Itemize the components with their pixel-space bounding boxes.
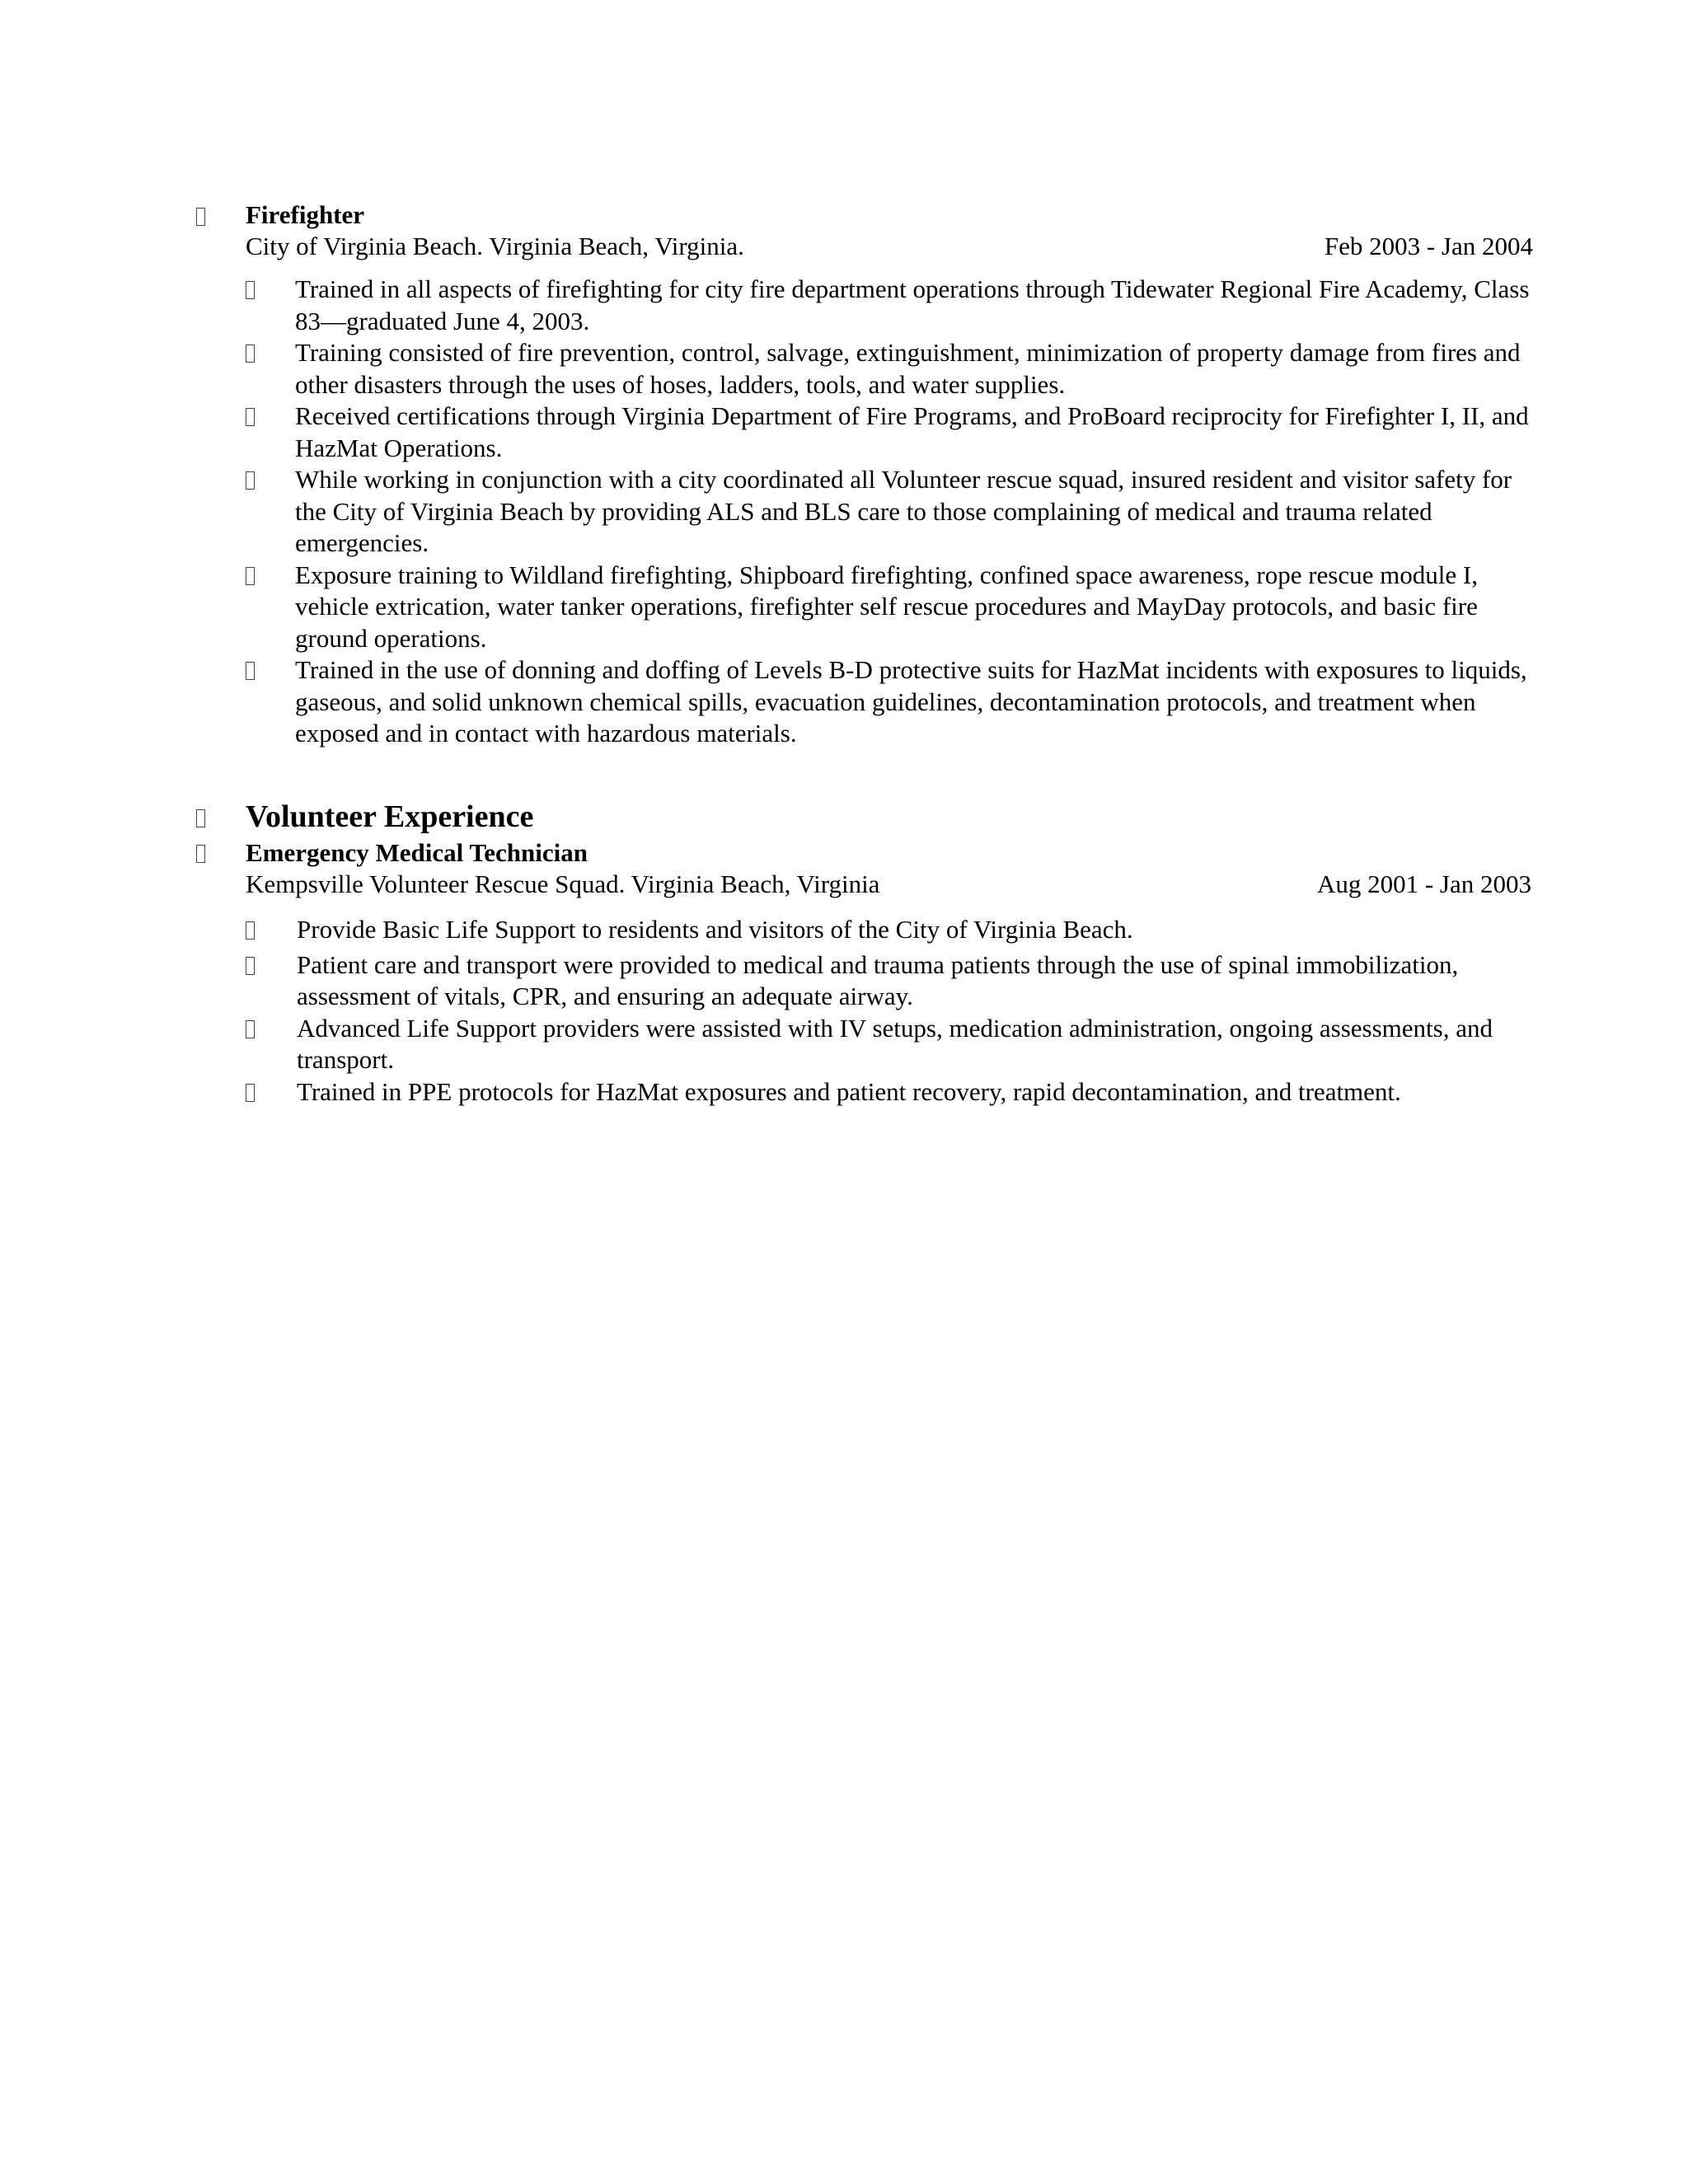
list-item xyxy=(0,1076,1688,1108)
list-item xyxy=(0,337,1688,401)
list-item xyxy=(0,949,1688,1013)
employer-line xyxy=(246,231,1533,262)
bullet-icon xyxy=(246,957,255,975)
section-marker-icon xyxy=(196,801,209,834)
list-item xyxy=(0,464,1688,560)
list-item xyxy=(0,560,1688,655)
bullet-text: Trained in PPE protocols for HazMat exposures and patient recovery, rapid decontamination, and treatment. xyxy=(297,1076,1401,1106)
bullet-icon xyxy=(246,567,255,585)
list-item xyxy=(0,914,1688,946)
duties-list xyxy=(0,914,1688,1108)
bullet-text: Provide Basic Life Support to residents and visitors of the City of Virginia Beach. xyxy=(297,915,1133,944)
duties-list xyxy=(0,274,1688,750)
employer-line xyxy=(246,869,1533,900)
employment-dates: Feb 2003 - Jan 2004 xyxy=(1324,232,1533,260)
section-title: Volunteer Experience xyxy=(246,799,534,834)
job-title: Firefighter xyxy=(246,200,365,229)
employment-dates: Aug 2001 - Jan 2003 xyxy=(1316,869,1531,898)
bullet-text: Exposure training to Wildland firefighting, Shipboard firefighting, confined space awareness, rope rescue module I, vehicle extrication, water tanker operations, firefighter self rescue procedures and MayDay protocols, and basic fire ground operations. xyxy=(295,560,1478,653)
bullet-text: Training consisted of fire prevention, control, salvage, extinguishment, minimization of property damage from fires and other disasters through the uses of hoses, ladders, tools, and water supplies. xyxy=(295,338,1521,399)
bullet-icon xyxy=(246,1020,255,1038)
bullet-icon xyxy=(246,408,255,426)
list-item xyxy=(0,401,1688,464)
bullet-icon xyxy=(246,1084,255,1102)
bullet-icon xyxy=(246,921,255,940)
employer: City of Virginia Beach. Virginia Beach, Virginia. xyxy=(246,232,744,260)
bullet-text: While working in conjunction with a city coordinated all Volunteer rescue squad, insured resident and visitor safety for the City of Virginia Beach by providing ALS and BLS care to those complaining of medical and trauma related emergencies. xyxy=(295,465,1512,557)
bullet-icon xyxy=(246,281,255,299)
list-item xyxy=(0,274,1688,337)
list-item xyxy=(0,1013,1688,1076)
section-marker-icon xyxy=(196,837,209,869)
bullet-icon xyxy=(246,344,255,363)
bullet-icon xyxy=(246,471,255,490)
job-title: Emergency Medical Technician xyxy=(246,838,588,867)
bullet-icon xyxy=(246,662,255,680)
bullet-text: Patient care and transport were provided to medical and trauma patients through the use of spinal immobilization, assessment of vitals, CPR, and ensuring an adequate airway. xyxy=(297,949,1459,1010)
employer: Kempsville Volunteer Rescue Squad. Virginia Beach, Virginia xyxy=(246,869,880,898)
bullet-text: Trained in all aspects of firefighting for city fire department operations through Tidewater Regional Fire Academy, Class 83—graduated June 4, 2003. xyxy=(295,274,1530,335)
bullet-text: Advanced Life Support providers were assisted with IV setups, medication administration, ongoing assessments, and transport. xyxy=(297,1013,1493,1074)
section-marker-icon xyxy=(196,199,209,232)
bullet-text: Received certifications through Virginia Department of Fire Programs, and ProBoard reciprocity for Firefighter I, II, and HazMat Operations. xyxy=(295,401,1529,462)
list-item xyxy=(0,654,1688,750)
bullet-text: Trained in the use of donning and doffing of Levels B-D protective suits for HazMat incidents with exposures to liquids, gaseous, and solid unknown chemical spills, evacuation guidelines, decontamination protocols, and treatment when exposed and in contact with hazardous materials. xyxy=(295,655,1527,748)
